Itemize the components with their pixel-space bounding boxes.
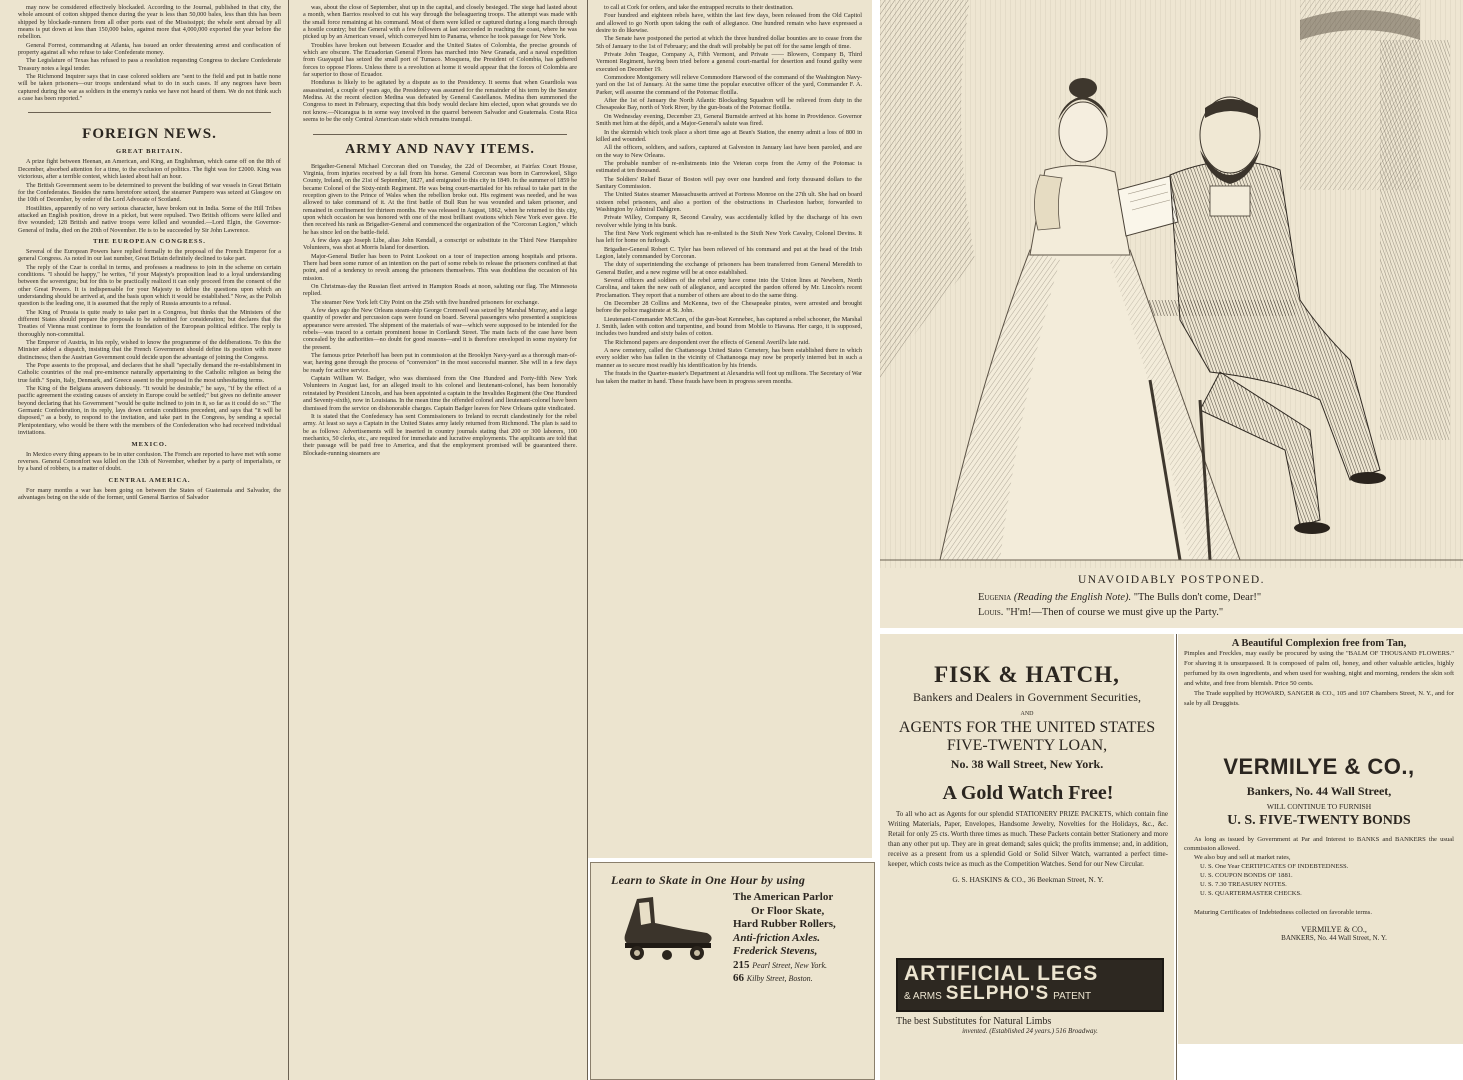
skate-line: The American Parlor [733,891,834,903]
vermilye-will: WILL CONTINUE TO FURNISH [1266,802,1372,811]
article-paragraph: Commodore Montgomery will relieve Commodore Harwood of the command of the Washington Navy-yard on the 1st of January. At the same time the popular executive officer of the yard, Commander F. A. Parker, will assume the command of the Potomac flotilla. [596,74,862,96]
ads-right-column [1178,634,1463,1044]
skate-address-number: 215 [733,958,750,971]
col3-items [596,4,862,385]
vermilye-bonds: U. S. FIVE-TWENTY BONDS [1227,813,1411,828]
skate-headline: Learn to Skate in One Hour by using [611,873,806,887]
artificial-legs-patent: PATENT [1053,991,1092,1002]
article-paragraph: A few days ago the New Orleans steam-ship George Cromwell was seized by Marshal Murray, and a large quantity of powder and percussion caps were found on board. Several passengers who presented a suspicious appearance were arrested. The shipment of the materials of war—which were supposed to be intended for the rebels—was traced to a certain prominent house in Cortlandt Street. The main facts of the case have been concealed by the authorities—no doubt for good reasons—and it is therefore enveloped in some mystery for the present. [303,307,577,351]
article-paragraph: The United States steamer Massachusetts arrived at Fortress Monroe on the 27th ult. She had on board sixteen rebel prisoners, and also a portion of the obstructions in Charleston harbor, forwarded to Washington by Admiral Dahlgren. [596,191,862,213]
army-navy-title: ARMY AND NAVY ITEMS. [345,141,535,157]
vermilye-body-1: As long as issued by Government at Par and Interest to BANKS and BANKERS the usual commission allowed. [1184,836,1454,852]
article-paragraph: The Legislature of Texas has refused to pass a resolution requesting Congress to declare Confederate Treasury notes a legal tender. [18,57,281,72]
column-3 [588,0,872,858]
cartoon-illustration [880,0,1463,568]
european-congress-title: THE EUROPEAN CONGRESS. [93,237,206,245]
article-paragraph: The reply of the Czar is cordial in terms, and professes a readiness to join in the scheme on certain conditions. "I should be happy," he writes, "if your Majesty's proposition lead to a loyal understanding between the sovereigns; but for this to be practically realized it can only proceed from the consent of the other Great Powers. It is indispensable for your Majesty to define the questions upon which an understanding should be arrived at, and the basis upon which it would be established." Now, as the Polish question is the leading one, it is assumed that the reply of Russia amounts to a refusal. [18,263,281,308]
army-navy-section [303,163,577,457]
vermilye-ad [1184,754,1454,942]
article-paragraph: The probable number of re-enlistments into the Veteran corps from the Army of the Potomac is estimated at ten thousand. [596,159,862,175]
article-paragraph: The steamer New York left City Point on the 25th with five hundred prisoners for exchange. [311,298,540,306]
cartoon-title: UNAVOIDABLY POSTPONED. [1077,574,1266,586]
column-2 [295,0,587,1080]
article-paragraph: A new cemetery, called the Chattanooga United States Cemetery, has been established there in which every soldier who has fallen in the vicinity of Chattanooga may now be properly interred but in such a manner as to secure most readily his identification by his friends. [596,347,862,369]
fisk-hatch-loan: FIVE-TWENTY LOAN, [946,737,1108,754]
article-paragraph: All the officers, soldiers, and sailors, captured at Galveston in January last have been paroled, and are on the way to New Orleans. [596,144,862,159]
article-paragraph: Hostilities, apparently of no very serious character, have broken out in India. Some of the Hill Tribes attacked an English position, drove in a picket, but were repulsed. Two British officers were killed and five wounded; 128 British and native troops were killed and wounded.—Lord Elgin, the Governor-General of India, died on the 20th of November. He is to be succeeded by Sir John Lawrence. [18,204,281,234]
fisk-hatch-and: AND [1020,711,1034,717]
article-paragraph: The British Government seem to be determined to prevent the building of war vessels in Great Britain for the Confederates. Besides the rams heretofore seized, the steamer Pampero was seized at Glasgow on the 10th of December, by order of the Lord Advocate of Scotland. [18,181,281,204]
article-paragraph: On December 28 Collins and McKenna, two of the Chesapeake pirates, were arrested and brought before the police magistrate at St. John. [596,300,862,315]
foreign-news-title: FOREIGN NEWS. [82,126,217,143]
article-paragraph: On Wednesday evening, December 23, General Burnside arrived at his home in Providence. Governor Smith met him at the dépôt, and a Major-General's salute was fired. [596,112,862,128]
vermilye-body-2: We also buy and sell at market rates, [1194,854,1291,861]
article-paragraph: The first New York regiment which has re-enlisted is the Sixth New York Cavalry, Colonel Devins. It has left for home on furlough. [596,229,862,245]
complexion-supplier: The Trade supplied by HOWARD, SANGER & CO., 105 and 107 Chambers Street, N. Y., and for sale by all Druggists. [1184,690,1454,707]
article-paragraph: Captain William W. Badger, who was dismissed from the One Hundred and Forty-fifth New York Volunteers in August last, for an alleged insult to his colonel and lieutenant-colonel, has been honorably reinstated by President Lincoln, and has been appointed a captain in the Invalides Regiment (the One Hundred and Seventy-sixth), now in Louisiana. In the mean time the offended colonel and lieutenant-colonel have been dismissed from the service on dishonorable charges. Captain Badger leaves for New Orleans quite vindicated. [303,375,577,412]
complexion-ad [1184,638,1454,709]
european-congress-section [18,248,281,437]
skate-address-street: Kilby Street, Boston. [746,974,813,983]
cartoon-caption-line-1 [978,592,1261,603]
vermilye-signature-name: VERMILYE & CO., [1301,925,1367,934]
article-paragraph: Brigadier-General Michael Corcoran died on Tuesday, the 22d of December, at Fairfax Court House, Virginia, from injuries received by a fall from his horse. General Corcoran was born in Carrowkeel, Sligo County, Ireland, on the 21st of September, 1827, and emigrated to this city in 1849. In the summer of 1859 he became Colonel of the Sixty-ninth Regiment. He was being court-martialed for his refusal to take part in the reception given to the Prince of Wales when the rebellion broke out. His regiment was needed, and he was allowed to take command of it. At the first battle of Bull Run he was wounded and taken prisoner, and remained in confinement for thirteen months. He was released in August, 1862, when he returned to this city, upon which occasion he was honored with one of the most brilliant ovations which New York ever gave. He then received his rank as Brigadier-General and commenced the organization of the "Corcoran Legion," which he has since led on the battle-field. [303,162,577,236]
divider [313,134,567,135]
article-paragraph: The King of Prussia is quite ready to take part in a Congress, but thinks that the Ministers of the different States should prepare the proposals to be submitted for consideration; but declares that the Treaties of Vienna must continue to form the foundation of the European political edifice. The reply is thoroughly non-committal. [18,308,281,338]
dialogue: "H'm!—Then of course we must give up the Party." [1006,607,1224,618]
article-paragraph: Private John Teague, Company A, Fifth Vermont, and Private —— Blowers, Company B, Third Vermont Regiment, having been tried before a general court-martial for desertion and found guilty were executed on December 19. [596,51,862,73]
article-paragraph: Lieutenant-Commander McCann, of the gun-boat Kennebec, has captured a rebel schooner, the Marshal J. Smith, laden with cotton and turpentine, and bound from Mobile to Havana. Her cargo, it is supposed, includes two hundred and sixty bales of cotton. [596,315,862,338]
vermilye-name: VERMILYE & CO., [1223,754,1415,779]
fisk-hatch-name: FISK & HATCH, [934,662,1120,687]
central-america-section [18,487,281,502]
col2-top [303,4,577,124]
article-paragraph: The famous prize Peterhoff has been put in commission at the Brooklyn Navy-yard as a thorough man-of-war, having gone through the process of "conversion" in the most successful manner. She will in a few days be ready for active service. [303,352,577,374]
speaker-name: Louis. [978,607,1004,618]
vermilye-signature-address: BANKERS, No. 44 Wall Street, N. Y. [1281,934,1387,942]
article-paragraph: The Richmond Inquirer says that in case colored soldiers are "sent to the field and put in battle none will be taken prisoners—our troops understand what to do in such cases. If any negroes have been captured during the war as soldiers in the enemy's ranks we have not heard of them. We do not think such a case has been reported." [18,73,281,103]
artificial-legs-arms: & ARMS [904,991,942,1002]
fisk-hatch-subtitle: Bankers and Dealers in Government Securities, [913,690,1141,704]
roller-skate-icon [609,893,719,963]
stage-direction: (Reading the English Note). [1013,592,1132,603]
article-paragraph: The Senate have postponed the period at which the three hundred dollar bounties are to cease from the 5th of January to the 1st of February; and the draft will probably be put off for the same length of time. [596,35,862,50]
ads-left-column [880,634,1174,1080]
artificial-legs-selpho: SELPHO'S [945,983,1050,1004]
great-britain-section [18,158,281,233]
skate-line: Frederick Stevens, [733,945,818,957]
article-paragraph: In Mexico every thing appears to be in utter confusion. The French are reported to have met with some reverses. General Comonfort was killed on the 13th of November, whether by a party of imperialists, or by a band of robbers, is a matter of doubt. [18,450,281,473]
complexion-headline: A Beautiful Complexion free from Tan, [1231,638,1407,649]
vermilye-list-item: U. S. COUPON BONDS OF 1881. [1200,872,1293,879]
complexion-body: Pimples and Freckles, may easily be procured by using the "BALM OF THOUSAND FLOWERS." For shaving it is unsurpassed. It is composed of palm oil, honey, and other valuable articles, highly perfumed by its own ingredients, and when used for washing, night and morning, renders the skin soft and white, and free from blemish. Price 50 cents. [1184,650,1454,687]
ad-rule [1176,634,1177,1080]
article-paragraph: may now be considered effectively blockaded. According to the Journal, published in that city, the whole amount of cotton shipped thence during the year is less than 50,000 bales, less than this has been shipped by blockade-runners from all other ports east of the Mississippi; the whole sent abroad by all means is put down at less than 150,000 bales, against more that 4,000,000 exported the year before the rebellion. [18,4,281,41]
column-rule [288,0,289,1080]
central-america-title: CENTRAL AMERICA. [108,476,191,484]
skate-advertisement [590,862,875,1080]
cartoon-caption-line-2 [978,607,1223,618]
fisk-hatch-address: No. 38 Wall Street, New York. [950,757,1104,771]
skate-address-number: 66 [733,972,744,984]
artificial-legs-ad [896,958,1164,1035]
article-paragraph: Brigadier-General Robert C. Tyler has been relieved of his command and put at the head of the Irish Legion, lately commanded by Corcoran. [596,245,862,260]
article-paragraph: Several officers and soldiers of the rebel army have come into the Union lines at Newbern, North Carolina, and taken the new oath of allegiance, and accepted the pardon offered by Mr. Lincoln's recent Proclamation. They report that a number of others are about to do the same thing. [596,277,862,299]
article-paragraph: A few days ago Joseph Libe, alias John Kendall, a conscript or substitute in the Third New Hampshire Volunteers, was shot at Morris Island for desertion. [303,236,577,252]
mexico-section [18,451,281,473]
vermilye-list-item: U. S. One Year CERTIFICATES OF INDEBTEDNESS. [1200,863,1349,870]
col1-top [18,4,281,102]
article-paragraph: The frauds in the Quarter-master's Department at Alexandria will foot up millions. The Secretary of War has taken the matter in hand. These frauds have been in progress seven months. [596,370,862,385]
artificial-legs-caption-2: invented. (Established 24 years.) 516 Broadway. [962,1027,1098,1035]
article-paragraph: Private Willey, Company R, Second Cavalry, was accidentally killed by the discharge of his own revolver while lying in his bunk. [596,214,862,229]
vermilye-list [1184,862,1454,898]
skate-line: Anti-friction Axles. [733,931,820,944]
fisk-hatch-ad [880,634,1174,772]
article-paragraph: The duty of superintending the exchange of prisoners has been transferred from General Meredith to General Butler, and a new regime will be at once established. [596,261,862,276]
skate-line: Or Floor Skate, [751,904,825,917]
article-paragraph: was, about the close of September, shut up in the capital, and closely besieged. The siege had lasted about a month, when Barrios resolved to cut his way through the beleaguering troops. The attempt was made with the small force remaining at his command. Most of them were killed or captured during a long march through a hostile country; but the General with a few followers at last succeeded in reaching the coast, where he was picked up by an American vessel, which conveyed him to Panama, whence he took passage for New York. [303,4,577,41]
article-paragraph: A prize fight between Heenan, an American, and King, an Englishman, which came off on the 8th of December, absorbed attention for a time, to the exclusion of politics. The fight was for £2000. King was victorious, after a terrible contest, which lasted about half an hour. [18,158,281,181]
article-paragraph: The King of the Belgians answers dubiously. "It would be desirable," he says, "if by the effect of a pacific agreement the existing causes of anxiety in Europe could be settled;" but gives no definite answer beyond declaring that his Government "would be quite inclined to join in it, so far as it could do so." The Germanic Confederation, in its reply, lays down certain conditions precedent, and says that "it will be disposed," as a body, to respond to the invitation, and take part in the Congress, by sending a special Plenipotentiary, who would be there with the members of the Confederation who had received individual invitations. [18,385,281,437]
article-paragraph: The Emperor of Austria, in his reply, wished to know the programme of the deliberations. To this the Minister added a dispatch, insisting that the French Government should define its position with more distinctness; then the Austrian Government could decide upon the advantage of joining the Congress. [18,339,281,361]
article-paragraph: It is stated that the Confederacy has sent Commissioners to Ireland to recruit clandestinely for the rebel army. At least so says a Captain in the United States army lately returned from Richmond. The plan is said to be as follows: Advertisements will be inserted in country journals stating that 200 or 300 laborers, 100 mechanics, 50 clerks, etc., are required for immediate and lucrative employments. The applicants are told that their passage will be paid free to America, and that the employment promised will be guaranteed there. Blockade-running steamers are [303,412,577,457]
article-paragraph: The Pope assents to the proposal, and declares that he shall "specially demand the re-establishment in Catholic countries of the real pre-eminence naturally appertaining to the Catholic religion as being the true faith." Spain, Italy, Denmark, and Greece assent to the proposal in the most unhesitating terms. [18,362,281,384]
article-paragraph: to call at Cork for orders, and take the entrapped recruits to their destination. [604,4,794,11]
divider [28,112,271,113]
article-paragraph: Honduras is likely to be agitated by a dispute as to the Presidency. It seems that when Guardiola was assassinated, a couple of years ago, the Presidency was assumed for the remainder of his term by the Senator Medina. At the recent election Medina was defeated by General Castellanos. Medina then summoned the Congress to meet in February, expecting that this body would declare him elected, upon what grounds we do not know.—Nicaragua is in some way involved in the quarrel between Salvador and Guatemala. Costa Rica seems to be the only Central American state which remains tranquil. [303,79,577,124]
column-1 [0,0,295,1080]
article-paragraph: After the 1st of January the North Atlantic Blockading Squadron will be relieved from duty in the Chesapeake Bay, north of York River, by the gun-boats of the Potomac flotilla. [596,97,862,112]
article-paragraph: Troubles have broken out between Ecuador and the United States of Colombia, the precise grounds of which are obscure. The Ecuadorian General Flores has marched into New Granada, and a naval expedition from Guayaquil has seized the small port of Tumaco. Mosquera, the President of Colombia, has gathered forces to oppose Flores. Unless there is a revolution at home it would appear that the forces of Colombia are far superior to those of Ecuador. [303,41,577,79]
article-paragraph: The Richmond papers are despondent over the effects of General Averill's late raid. [604,338,810,346]
article-paragraph: In the skirmish which took place a short time ago at Bean's Station, the enemy admit a loss of 800 in killed and wounded. [596,128,862,143]
skate-address-boston [733,972,836,986]
article-paragraph: On Christmas-day the Russian fleet arrived in Hampton Roads at noon, saluting our flag. The Minnesota replied. [303,283,577,298]
vermilye-list-item: U. S. 7.30 TREASURY NOTES. [1200,881,1287,888]
article-paragraph: For many months a war has been going on between the States of Guatemala and Salvador, the advantages being on the side of the former, until General Barrios of Salvador [18,486,281,501]
dialogue: "The Bulls don't come, Dear!" [1133,592,1262,603]
article-paragraph: Four hundred and eighteen rebels have, within the last few days, been released from the Old Capitol and allowed to go North upon taking the oath of allegiance. One hundred remain who have expressed a desire to do likewise. [596,12,862,35]
gold-watch-signature: G. S. HASKINS & CO., 36 Beekman Street, N. Y. [952,875,1104,884]
skate-address-street: Pearl Street, New York. [752,960,827,970]
article-paragraph: General Forrest, commanding at Atlanta, has issued an order threatening arrest and confiscation of property against all who refuse to take Confederate money. [18,41,281,57]
artificial-legs-line1: ARTIFICIAL LEGS [904,962,1099,985]
artificial-legs-caption: The best Substitutes for Natural Limbs [896,1016,1052,1027]
vermilye-body-3: Maturing Certificates of Indebtedness collected on favorable terms. [1194,909,1372,916]
skate-line: Hard Rubber Rollers, [733,918,836,930]
vermilye-list-item: U. S. QUARTERMASTER CHECKS. [1200,890,1302,897]
speaker-name: Eugenia [978,592,1012,603]
gold-watch-headline: A Gold Watch Free! [942,782,1114,804]
gold-watch-body: To all who act as Agents for our splendid STATIONERY PRIZE PACKETS, which contain fine Writing Materials, Paper, Envelopes, Handsome Jewelry, Novelties for the Holidays, &c., &c. Retail for only 25 cts. Worth three times as much. These Packets contain better Stationery and more than any other put up. They are in great demand; sales quick; the profits immense; and, in addition, receive as a present from us a splendid Gold or Solid Silver Watch, warranted a perfect time-keeper, which costs twice as much as the Competition Watches. Send for our New Circular. [888,810,1168,868]
skate-address-ny [733,959,836,973]
article-paragraph: The Soldiers' Relief Bazar of Boston will pay over one hundred and forty thousand dollars to the Sanitary Commission. [596,175,862,190]
article-paragraph: Major-General Butler has been to Point Lookout on a tour of inspection among hospitals and prisons. There had been some rumor of an intention on the part of some rebels to release the prisoners confined at that point, and of a tendency to revolt among the prisoners themselves. This was doubtless the occasion of his mission. [303,252,577,282]
vermilye-subtitle: Bankers, No. 44 Wall Street, [1246,784,1392,798]
article-paragraph: Several of the European Powers have replied formally to the proposal of the French Emperor for a general Congress. As noted in our last number, Great Britain definitely declined to take part. [18,247,281,263]
great-britain-title: GREAT BRITAIN. [115,148,184,156]
fisk-hatch-agents: AGENTS FOR THE UNITED STATES [898,719,1156,736]
cartoon-panel [880,0,1463,628]
gold-watch-ad [888,782,1168,884]
mexico-title: MEXICO. [131,440,168,448]
artificial-legs-banner [896,958,1164,1012]
